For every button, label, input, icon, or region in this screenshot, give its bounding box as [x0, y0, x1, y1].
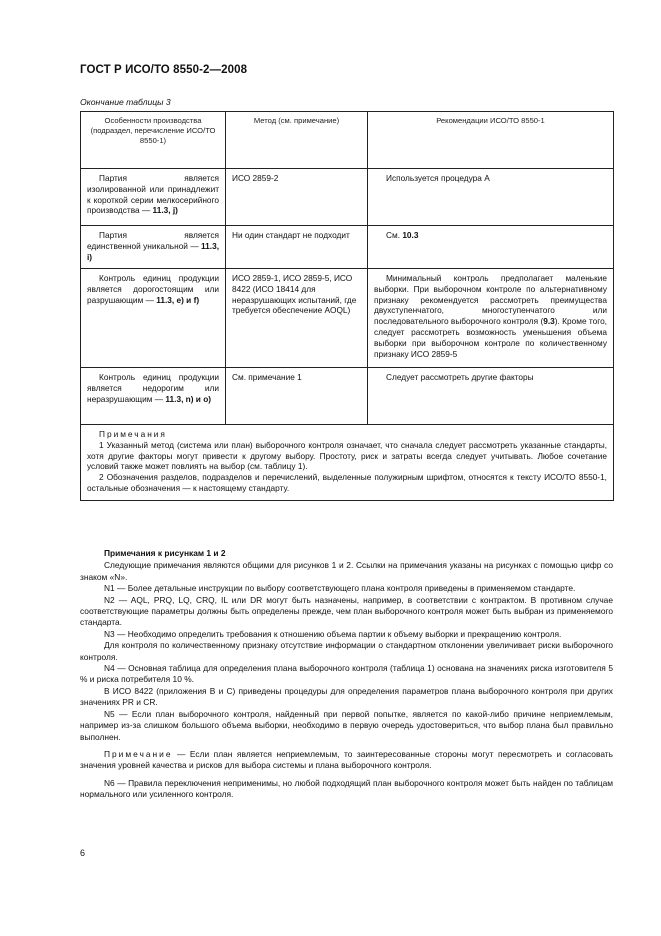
paragraph: В ИСО 8422 (приложения B и C) приведены процедуры для определения параметров плана выборочного контроля при других значениях PR и CR. [80, 685, 613, 708]
remark-paragraph: Примечание — Если план является неприемлемым, то заинтересованные стороны могут пересмотреть и согласовать значения уровней качества и рисков для выбора системы и плана выборочного контроля. [80, 748, 613, 771]
section-title: Примечания к рисункам 1 и 2 [104, 548, 226, 558]
table-header-row [81, 112, 614, 169]
figure-notes-section [80, 548, 613, 801]
header-production-features: Особенности производства (подраздел, перечисление ИСО/ТО 8550-1) [81, 112, 226, 169]
table-notes-cell [81, 425, 614, 501]
notes-title: Примечания [99, 429, 167, 439]
table-row [81, 226, 614, 269]
row-method-cell: ИСО 2859-1, ИСО 2859-5, ИСО 8422 (ИСО 18414 для неразрушающих испытаний, где требуется обеспечение AOQL) [226, 269, 368, 368]
row-method-cell: См. примечание 1 [226, 368, 368, 425]
remark-label: Примечание [104, 748, 173, 759]
row-recommendation-cell: Следует рассмотреть другие факторы [368, 368, 614, 425]
document-header: ГОСТ Р ИСО/ТО 8550-2—2008 [80, 64, 248, 76]
table-row [81, 269, 614, 368]
note-1: 1 Указанный метод (система или план) выборочного контроля означает, что сначала следует рассмотреть указанные стандарты, хотя другие факторы могут привести к другому выбору. Простоту, риск и затраты всегда следует учитывать. Любое сочетание условий также может повлиять на выбор (см. таблицу 1). [87, 439, 607, 472]
note-2: 2 Обозначения разделов, подразделов и перечислений, выделенные полужирным шрифтом, относятся к тексту ИСО/ТО 8550-1, остальные обозначения — к настоящему стандарту. [87, 472, 607, 493]
table-3 [80, 111, 614, 501]
table-caption: Окончание таблицы 3 [80, 97, 171, 107]
table-notes-row [81, 425, 614, 501]
paragraph: N4 — Основная таблица для определения плана выборочного контроля (таблица 1) основана на значениях риска изготовителя 5 % и риска потребителя 10 %. [80, 663, 613, 685]
page-number: 6 [80, 848, 86, 858]
paragraph: N6 — Правила переключения неприменимы, но любой подходящий план выборочного контроля может быть найден по таблицам нормального или усиленного контроля. [80, 777, 613, 800]
row-method-cell: ИСО 2859-2 [226, 169, 368, 226]
paragraph: N3 — Необходимо определить требования к отношению объема партии к объему выборки и прекращению контроля. [104, 628, 562, 639]
row-recommendation-cell: Используется процедура А [368, 169, 614, 226]
paragraph: Следующие примечания являются общими для рисунков 1 и 2. Ссылки на примечания указаны на рисунках с помощью цифр со знаком «N». [80, 560, 613, 582]
row-method-cell: Ни один стандарт не подходит [226, 226, 368, 269]
row-feature-cell: Контроль единиц продукции является недорогим или неразрушающим — 11.3, n) и o) [81, 368, 226, 425]
row-feature-cell: Партия является изолированной или принадлежит к короткой серии мелкосерийного производства — 11.3, j) [81, 169, 226, 226]
table-row [81, 368, 614, 425]
header-method: Метод (см. примечание) [226, 112, 368, 169]
row-feature-cell: Контроль единиц продукции является дорогостоящим или разрушающим — 11.3, e) и f) [81, 269, 226, 368]
paragraph: Для контроля по количественному признаку отсутствие информации о стандартном отклонении увеличивает риски выборочного контроля. [80, 640, 613, 662]
paragraph: N5 — Если план выборочного контроля, найденный при первой попытке, является по какой-либо причине неприемлемым, например из-за слишком большого объема выборки, необходимо в первую очередь удостовериться, что выбор плана был правильно выполнен. [80, 708, 613, 742]
header-recommendations: Рекомендации ИСО/ТО 8550-1 [368, 112, 614, 169]
paragraph: N2 — AQL, PRQ, LQ, CRQ, IL или DR могут быть назначены, например, в соответствии с контрактом. В противном случае соответствующие параметры должны быть определены прежде, чем план выборочного контроля может быть выбран из применяемого стандарта. [80, 594, 613, 628]
row-recommendation-cell: Минимальный контроль предполагает маленькие выборки. При выборочном контроле по альтернативному признаку рекомендуется рассмотреть преимущества двухступенчатого, многоступенчатого или последовательного выборочного контроля (9.3). Кроме того, следует рассмотреть возможность уменьшения объема выборки при выборочном контроле по количественному признаку ИСО 2859-5 [368, 269, 614, 368]
row-feature-cell: Партия является единственной уникальной — 11.3, i) [81, 226, 226, 269]
table-row [81, 169, 614, 226]
paragraph: N1 — Более детальные инструкции по выбору соответствующего плана контроля приведены в применяемом стандарте. [104, 583, 576, 594]
row-recommendation-cell: См. 10.3 [368, 226, 614, 269]
